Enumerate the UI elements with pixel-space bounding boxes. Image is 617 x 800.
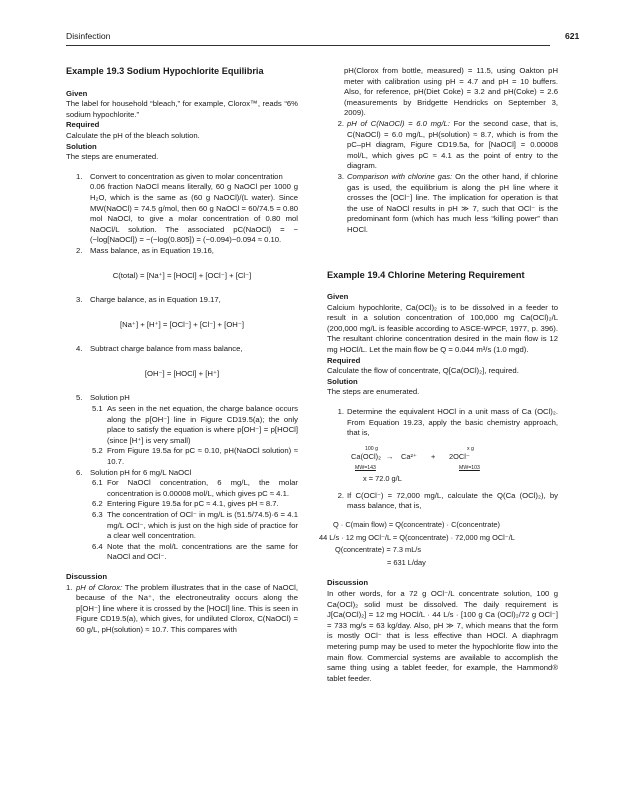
reactant: Ca(OCl)₂ <box>351 451 381 461</box>
step-3: 3. Charge balance, as in Equation 19.17, <box>76 295 298 306</box>
result: x = 72.0 g/L <box>363 473 402 483</box>
mass-balance-eq-3: Q(concentrate) = 7.3 mL/s <box>335 545 422 555</box>
required-heading: Required <box>66 120 100 130</box>
given-heading-2: Given <box>327 292 349 302</box>
step-3-text: Charge balance, as in Equation 19.17, <box>90 295 221 305</box>
step-4: 4. Subtract charge balance from mass balance, <box>76 344 298 355</box>
solution-text-2: The steps are enumerated. <box>327 387 420 397</box>
mass-balance-eq-4: = 631 L/day <box>387 557 426 567</box>
solution-step-2-text: If C(OCl⁻) = 72,000 mg/L, calculate the Q(Ca (OCl)₂), by mass balance, that is, <box>347 490 558 511</box>
step-6-1-text: For NaOCl concentration, 6 mg/L, the molar concentration is 0.00008 mol/L, which gives pC ≈ 4.1. <box>107 478 298 498</box>
solution-text: The steps are enumerated. <box>66 152 159 162</box>
step-1-detail: 0.06 fraction NaOCl means literally, 60 g NaOCl per 1000 g H₂O, which is the same as (60 g NaOCl)/(L water). Since MW(NaOCl) = 74.5 g/mol, then 60 g NaOCl = 60/74.5 = 0.80 mol NaOCl, to give a molar concentration of 0.80 mol NaOCl/L solution. The associated pC(NaOCl) = −(−log[NaOCl]) = −(−log(0.805]) = (−0.094)−0.094 ≈ 0.10. <box>90 182 298 245</box>
solution-step-2: 2. If C(OCl⁻) = 72,000 mg/L, calculate the Q(Ca (OCl)₂), by mass balance, that is, <box>337 490 558 511</box>
discussion-1-continued: pH(Clorox from bottle, measured) = 11.5, using Oakton pH meter with calibration using pH = 4.7 and pH = 10 buffers. Also, for reference, pH(Diet Coke) = 3.2 and pH(Coke) = 2.6 (measurements by Bridgette Hendricks on September 3, 2009). <box>344 66 558 118</box>
chemical-equation <box>351 443 558 483</box>
mass-right: x g <box>467 445 474 452</box>
required-text: Calculate the pH of the bleach solution. <box>66 130 200 140</box>
running-header: Disinfection <box>66 31 111 41</box>
discussion-3-text: On the other hand, if chlorine gas is used, the equilibrium is along the pH line where it crosses the [OCl⁻] line. The implication for operation is that the use of NaOCl results in pH ≫ 7, such that OCl⁻ is the predominant form (which has much less “killing power” than HOCl. <box>347 171 558 234</box>
step-1: 1. Convert to concentration as given to molar concentration 0.06 fraction NaOCl means literally, 60 g NaOCl per 1000 g H₂O, which is the same as (60 g NaOCl)/(L water). Since MW(NaOCl) = 74.5 g/mol, then 60 g NaOCl = 60/74.5 = 0.80 mol NaOCl, to give a molar concentration of 0.80 mol NaOCl/L solution. The associated pC(NaOCl) = −(−log[NaOCl]) = −(−log(0.805]) = (−0.094)−0.094 ≈ 0.10. <box>76 171 298 245</box>
step-6-text: Solution pH for 6 mg/L NaOCl <box>90 467 192 477</box>
plus-sign: + <box>431 451 436 461</box>
step-2-text: Mass balance, as in Equation 19.16, <box>90 245 214 255</box>
discussion-heading: Discussion <box>66 571 108 581</box>
left-column <box>66 66 298 636</box>
step-5-text: Solution pH <box>90 393 130 403</box>
required-heading-2: Required <box>327 355 361 365</box>
header-rule <box>66 45 550 46</box>
page-number: 621 <box>565 31 580 41</box>
step-5-1-text: As seen in the net equation, the charge balance occurs along the p[OH⁻] line in Figure CD19.5(a); the only place to satisfy the equation is where p[OH⁻] = p[HOCl] (since [H⁺] is very small) <box>107 404 298 445</box>
discussion-item-1: 1. pH of Clorox: The problem illustrates that in the case of NaOCl, because of the Na⁺, the electroneutrality occurs along the p[OH⁻] line where it is crossed by the [HOCl] line. This is seen in Figure CD19.5(a), which gives, for undiluted Clorox, C(NaOCl) = 60 g/L, pH(solution) ≈ 10.7. This compares with <box>66 582 298 634</box>
given-text-2: Calcium hypochlorite, Ca(OCl)₂ is to be dissolved in a feeder to result in a solution concentration of 100,000 mg Ca(OCl)₂/L (200,000 mg/L is feasible according to ASCE-WPCF, 1977, p. 396). The resultant chlorine concentration desired in the main flow is 12 mg HOCl/L. Let the main flow be Q = 0.044 m³/s (1.0 mgd). <box>327 302 558 355</box>
step-6-3: 6.3 The concentration of OCl⁻ in mg/L is (51.5/74.5)·6 = 4.1 mg/L OCl⁻, which is just on the high side of practice for a clear well concentration. <box>92 510 298 541</box>
given-text: The label for household “bleach,” for example, Clorox™, reads “6% sodium hypochlorite.” <box>66 99 298 119</box>
step-6-2-text: Entering Figure 19.5a for pC ≈ 4.1, gives pH ≈ 8.7. <box>107 499 279 509</box>
required-text-2: Calculate the flow of concentrate, Q[Ca(OCl)₂], required. <box>327 366 519 376</box>
step-6-4: 6.4 Note that the mol/L concentrations are the same for NaOCl and OCl⁻. <box>92 541 298 562</box>
step-5-1: 5.1 As seen in the net equation, the charge balance occurs along the p[OH⁻] line in Figure CD19.5(a); the only place to satisfy the equation is where p[OH⁻] = p[HOCl] (since [H⁺] is very small) <box>92 404 298 445</box>
discussion-2-lead: pH of C(NaOCl) = 6.0 mg/L: <box>347 118 450 128</box>
solution-heading: Solution <box>66 141 97 151</box>
discussion-text-2: In other words, for a 72 g OCl⁻/L concentrate solution, 100 g Ca(OCl)₂ solid must be dissolved. The daily requirement is J[Ca(OCl)₂] = 12 mg HOCl/L · 44 L/s · [100 g Ca (OCl)₂/72 g OCl⁻] = 733 mg/s = 63 kg/day. Also, pH ≫ 7, which means that the form is mostly OCl⁻ that is less effective than HOCl. A diaphragm metering pump may be used to meter the hypochlorite flow into the main flow. Commercial systems are available to accomplish the same thing using a tablet feeder, for example, the Hammond® tablet feeder. <box>327 588 558 683</box>
mw-left: MW=143 <box>355 464 376 471</box>
given-heading: Given <box>66 88 88 98</box>
discussion-heading-2: Discussion <box>327 578 369 588</box>
example-19-4-title: Example 19.4 Chlorine Metering Requirement <box>327 269 525 280</box>
step-6-1: 6.1 For NaOCl concentration, 6 mg/L, the molar concentration is 0.00008 mol/L, which gives pC ≈ 4.1. <box>92 478 298 498</box>
step-6-3-text: The concentration of OCl⁻ in mg/L is (51.5/74.5)·6 = 4.1 mg/L OCl⁻, which is just on the high side of practice for a clear well concentration. <box>107 510 298 541</box>
mw-right: MW=103 <box>459 464 480 471</box>
discussion-1-text: The problem illustrates that in the case of NaOCl, because of the Na⁺, the electroneutrality occurs along the p[OH⁻] line where it is crossed by the [HOCl] line. This is seen in Figure CD19.5(a), which gives, for undiluted Clorox, C(NaOCl) = 60 g/L, pH(solution) ≈ 10.7. This compares with <box>76 582 298 634</box>
anion: 2OCl⁻ <box>449 451 470 461</box>
cation: Ca²⁺ <box>401 451 417 461</box>
step-2: 2. Mass balance, as in Equation 19.16, <box>76 246 298 257</box>
solution-step-1-text: Determine the equivalent HOCl in a unit mass of Ca (OCl)₂. From Equation 19.23, apply the basic chemistry approach, that is, <box>347 407 558 438</box>
step-6-2: 6.2 Entering Figure 19.5a for pC ≈ 4.1, gives pH ≈ 8.7. <box>92 499 298 510</box>
step-5-2: 5.2 From Figure 19.5a for pC ≈ 0.10, pH(NaOCl solution) ≈ 10.7. <box>92 446 298 467</box>
reaction-arrow: → <box>386 451 394 461</box>
subtracted-equation: [OH⁻] = [HOCl] + [H⁺] <box>144 368 220 378</box>
discussion-2-text: For the second case, that is, C(NaOCl) = 6.0 mg/L, pH(solution) ≈ 8.7, which is from the pC–pH diagram, Figure CD19.5a, for [NaOCl] = 0.00008 mol/L, which gives pC ≈ 4.1 as the point of entry to the diagram. <box>347 118 558 171</box>
right-column <box>319 66 558 684</box>
step-4-text: Subtract charge balance from mass balance, <box>90 344 243 354</box>
discussion-1-lead: pH of Clorox: <box>76 582 123 592</box>
solution-step-1: 1. Determine the equivalent HOCl in a unit mass of Ca (OCl)₂. From Equation 19.23, apply the basic chemistry approach, that is, <box>337 407 558 438</box>
step-5: 5. Solution pH <box>76 393 298 404</box>
mass-balance-eq-2: 44 L/s · 12 mg OCl⁻/L = Q(concentrate) · 72,000 mg OCl⁻/L <box>319 532 515 542</box>
discussion-item-2: 2. pH of C(NaOCl) = 6.0 mg/L: For the second case, that is, C(NaOCl) = 6.0 mg/L, pH(solution) ≈ 8.7, which is from the pC–pH diagram, Figure CD19.5a, for [NaOCl] = 0.00008 mol/L, which gives pC ≈ 4.1 as the point of entry to the diagram. <box>337 118 558 171</box>
step-1-text: Convert to concentration as given to molar concentration <box>90 171 283 181</box>
step-5-2-text: From Figure 19.5a for pC ≈ 0.10, pH(NaOCl solution) ≈ 10.7. <box>107 446 298 467</box>
mass-balance-eq-1: Q · C(main flow) = Q(concentrate) · C(concentrate) <box>333 520 500 529</box>
mass-balance-equation: C(total) = [Na⁺] = [HOCl] + [OCl⁻] + [Cl⁻] <box>112 270 252 280</box>
discussion-3-lead: Comparison with chlorine gas: <box>347 171 453 181</box>
discussion-item-3: 3. Comparison with chlorine gas: On the other hand, if chlorine gas is used, the equilibrium is along the pH line where it crosses the [OCl⁻] line. The implication for operation is that the use of NaOCl results in pH ≫ 7, such that OCl⁻ is the predominant form (which has much less “killing power” than HOCl. <box>337 171 558 234</box>
mass-left: 100 g <box>365 445 378 452</box>
step-6: 6. Solution pH for 6 mg/L NaOCl <box>76 468 298 479</box>
step-6-4-text: Note that the mol/L concentrations are the same for NaOCl and OCl⁻. <box>107 541 298 562</box>
solution-heading-2: Solution <box>327 376 358 386</box>
charge-balance-equation: [Na⁺] + [H⁺] = [OCl⁻] + [Cl⁻] + [OH⁻] <box>119 319 245 329</box>
example-19-3-title: Example 19.3 Sodium Hypochlorite Equilibria <box>66 66 264 76</box>
